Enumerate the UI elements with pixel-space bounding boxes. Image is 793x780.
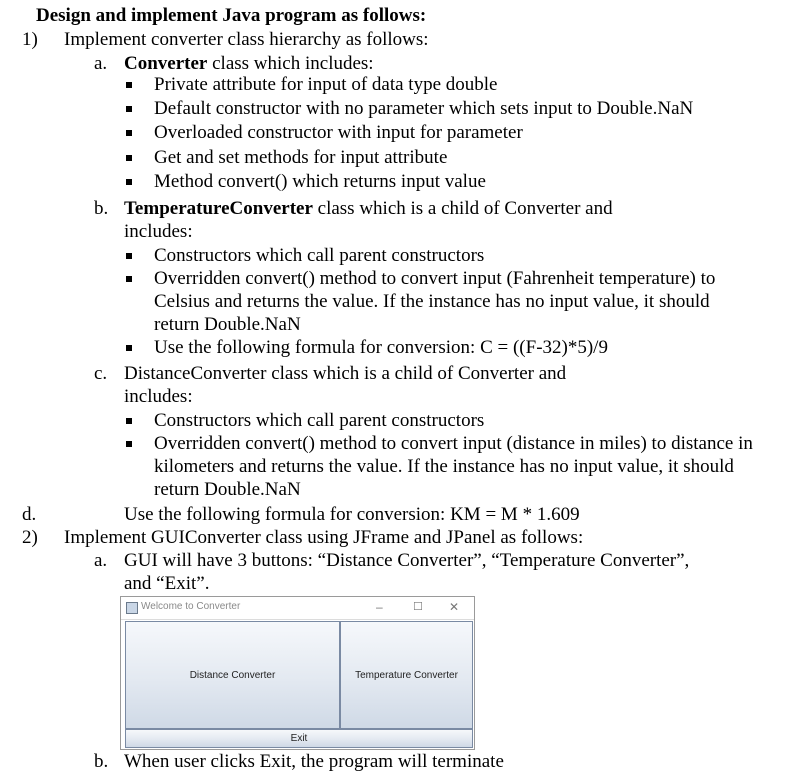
item-a-rest: class which includes:: [207, 53, 374, 74]
item-a-bullet-4: Get and set methods for input attribute: [154, 147, 448, 168]
section-2-text: Implement GUIConverter class using JFrame and JPanel as follows:: [64, 527, 584, 548]
temperature-converter-button[interactable]: Temperature Converter: [340, 621, 473, 729]
item-b-rest: class which is a child of Converter and: [312, 198, 613, 219]
bullet-icon: [126, 155, 132, 161]
item-c-bullet-2-line-2: kilometers and returns the value. If the instance has no input value, it should: [154, 456, 734, 477]
heading: Design and implement Java program as follows:: [36, 5, 427, 26]
item-b-letter: b.: [94, 198, 109, 219]
bullet-icon: [126, 345, 132, 351]
bullet-icon: [126, 82, 132, 88]
bullet-icon: [126, 106, 132, 112]
item-d-letter: d.: [22, 504, 37, 525]
bullet-icon: [126, 253, 132, 259]
bullet-icon: [126, 179, 132, 185]
item-b-bullet-2: Overridden convert() method to convert input (Fahrenheit temperature) to: [154, 268, 716, 289]
item-b-continuation: includes:: [124, 221, 193, 242]
item-d-text: Use the following formula for conversion: KM = M * 1.609: [124, 504, 580, 525]
converter-window: [120, 596, 475, 750]
java-app-icon: [126, 602, 138, 614]
item-c-bullet-1: Constructors which call parent constructors: [154, 410, 485, 431]
close-icon[interactable]: ✕: [449, 600, 460, 614]
item-b-bullet-2-line-2: Celsius and returns the value. If the instance has no input value, it should: [154, 291, 710, 312]
section-2-number: 2): [22, 527, 38, 548]
item-a-class-name: Converter: [124, 53, 208, 74]
item-b-bullet-2-line-3: return Double.NaN: [154, 314, 301, 335]
window-titlebar: [121, 597, 474, 620]
item-b-class-name: TemperatureConverter: [124, 198, 313, 219]
distance-converter-button[interactable]: Distance Converter: [125, 621, 340, 729]
maximize-icon[interactable]: ☐: [413, 601, 423, 613]
section-2-item-b-letter: b.: [94, 751, 109, 772]
item-a-bullet-2: Default constructor with no parameter which sets input to Double.NaN: [154, 98, 694, 119]
item-a-bullet-1: Private attribute for input of data type double: [154, 74, 498, 95]
item-c-bullet-2: Overridden convert() method to convert input (distance in miles) to distance in: [154, 433, 753, 454]
item-b-bullet-3: Use the following formula for conversion: C = ((F-32)*5)/9: [154, 337, 608, 358]
item-c-text: DistanceConverter class which is a child of Converter and: [124, 363, 567, 384]
item-b-bullet-1: Constructors which call parent constructors: [154, 245, 485, 266]
item-a-bullet-3: Overloaded constructor with input for parameter: [154, 122, 523, 143]
exit-button[interactable]: Exit: [125, 729, 473, 748]
bullet-icon: [126, 276, 132, 282]
item-a-bullet-5: Method convert() which returns input value: [154, 171, 486, 192]
section-1-number: 1): [22, 29, 38, 50]
item-a-letter: a.: [94, 53, 108, 74]
section-1-text: Implement converter class hierarchy as follows:: [64, 29, 429, 50]
window-title: Welcome to Converter: [141, 601, 241, 612]
item-c-bullet-2-line-3: return Double.NaN: [154, 479, 301, 500]
item-c-continuation: includes:: [124, 386, 193, 407]
minimize-icon[interactable]: –: [376, 600, 383, 614]
item-c-letter: c.: [94, 363, 108, 384]
section-2-item-a-letter: a.: [94, 550, 108, 571]
section-2-item-a-text: GUI will have 3 buttons: “Distance Converter”, “Temperature Converter”,: [124, 550, 690, 571]
bullet-icon: [126, 441, 132, 447]
bullet-icon: [126, 130, 132, 136]
section-2-item-a-continuation: and “Exit”.: [124, 573, 210, 594]
bullet-icon: [126, 418, 132, 424]
item-b-text: [124, 197, 613, 221]
section-2-item-b-text: When user clicks Exit, the program will terminate: [124, 751, 504, 772]
